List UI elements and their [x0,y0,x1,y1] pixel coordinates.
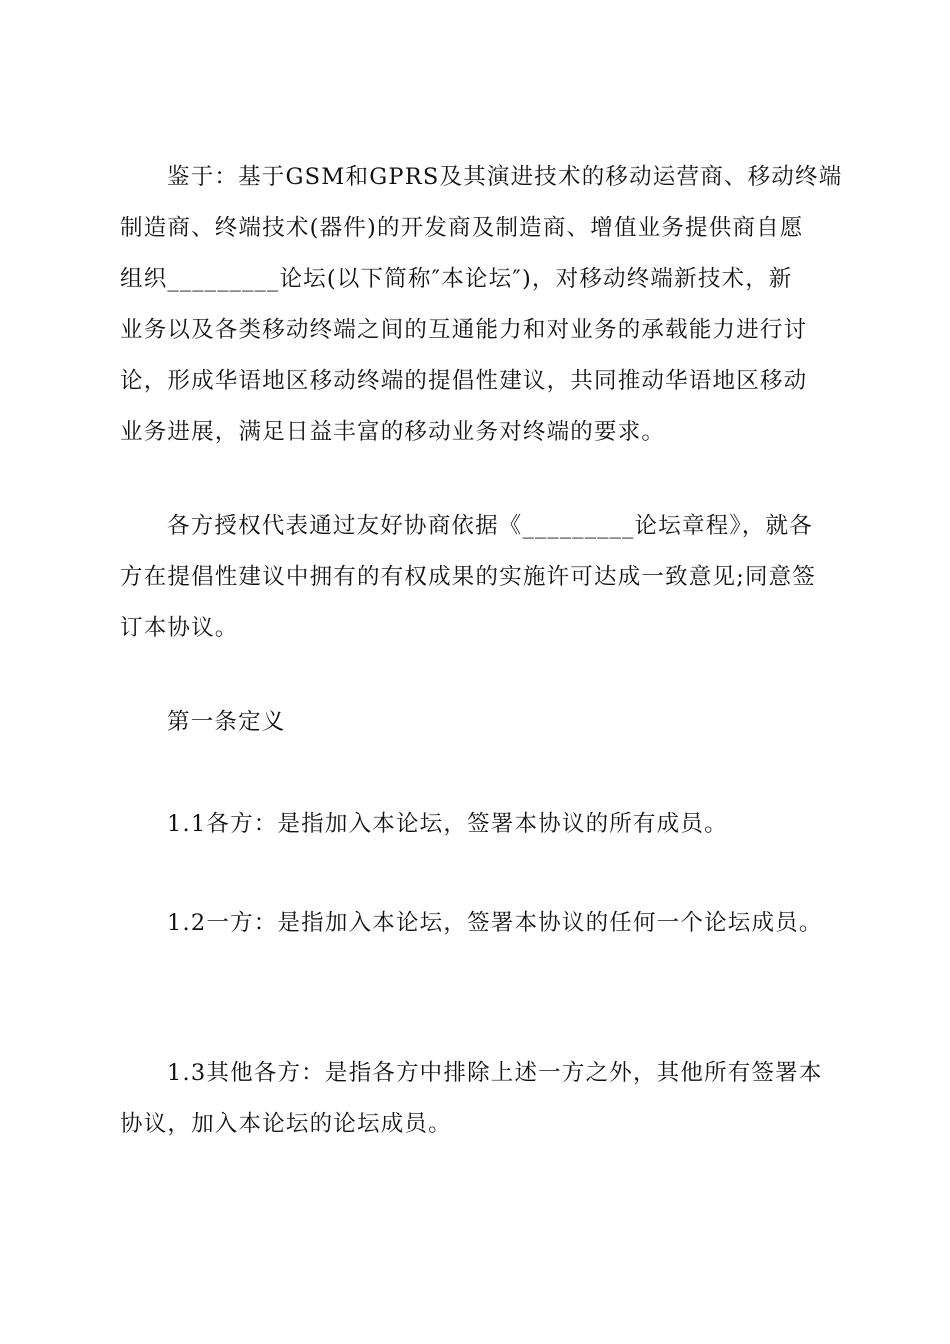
text-line: 1.3其他各方：是指各方中排除上述一方之外，其他所有签署本 [167,1060,823,1086]
text-line: 第一条定义 [167,709,286,735]
paragraph-authorization [120,501,832,654]
text-line: 订本协议。 [120,615,239,641]
definition-1-2 [120,898,832,949]
text-line: 业务进展，满足日益丰富的移动业务对终端的要求。 [120,419,666,445]
text-line: 方在提倡性建议中拥有的有权成果的实施许可达成一致意见;同意签 [120,564,817,590]
paragraph-whereas [120,152,843,458]
text-line: 1.2一方：是指加入本论坛，签署本协议的任何一个论坛成员。 [167,910,823,936]
article-1-heading [120,697,832,748]
text-line: 业务以及各类移动终端之间的互通能力和对业务的承载能力进行讨 [120,317,808,343]
text-line: 1.1各方：是指加入本论坛，签署本协议的所有成员。 [167,811,728,837]
text-line: 制造商、终端技术(器件)的开发商及制造商、增值业务提供商自愿 [120,215,804,241]
definition-1-1 [120,799,832,850]
text-line: 各方授权代表通过友好协商依据《_________论坛章程》，就各 [167,513,813,539]
text-line: 鉴于：基于GSM和GPRS及其演进技术的移动运营商、移动终端 [167,164,843,190]
text-line: 协议，加入本论坛的论坛成员。 [120,1111,452,1137]
text-line: 组织_________论坛(以下简称″本论坛″)，对移动终端新技术，新 [120,266,793,292]
text-line: 论，形成华语地区移动终端的提倡性建议，共同推动华语地区移动 [120,368,808,394]
definition-1-3 [120,1048,832,1150]
